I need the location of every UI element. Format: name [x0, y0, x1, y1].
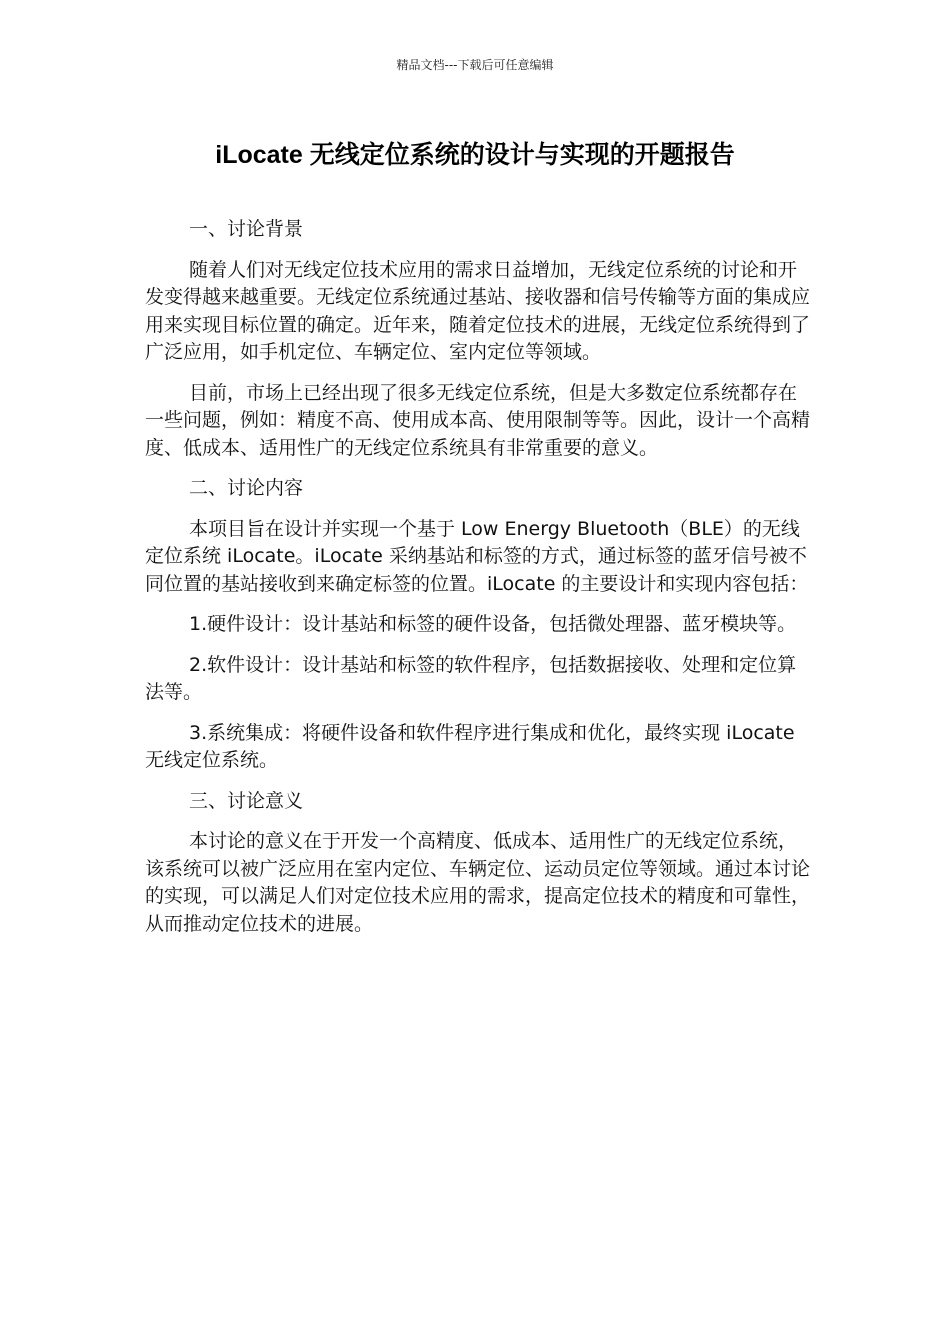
paragraph-significance: 本讨论的意义在于开发一个高精度、低成本、适用性广的无线定位系统，该系统可以被广泛应用在室内定位、车辆定位、运动员定位等领域。通过本讨论的实现，可以满足人们对定位技术应用的需求，提高定位技术的精度和可靠性，从而推动定位技术的进展。	[145, 830, 811, 935]
paragraph-background-1: 随着人们对无线定位技术应用的需求日益增加，无线定位系统的讨论和开发变得越来越重要。无线定位系统通过基站、接收器和信号传输等方面的集成应用来实现目标位置的确定。近年来，随着定位技术的进展，无线定位系统得到了广泛应用，如手机定位、车辆定位、室内定位等领域。	[145, 258, 811, 363]
page-header: 精品文档---下载后可任意编辑	[396, 58, 554, 72]
section-heading-background: 一、讨论背景	[189, 218, 304, 240]
paragraph-content-intro: 本项目旨在设计并实现一个基于 Low Energy Bluetooth（BLE）的无线定位系统 iLocate。iLocate 采纳基站和标签的方式，通过标签的蓝牙信号被不同位置的基站接收到来确定标签的位置。iLocate 的主要设计和实现内容包括：	[145, 517, 809, 595]
paragraph-background-2: 目前，市场上已经出现了很多无线定位系统，但是大多数定位系统都存在一些问题，例如：精度不高、使用成本高、使用限制等等。因此，设计一个高精度、低成本、适用性广的无线定位系统具有非常重要的意义。	[145, 381, 811, 459]
document-title: iLocate 无线定位系统的设计与实现的开题报告	[215, 141, 735, 169]
document-body	[145, 216, 810, 951]
paragraph-content-software: 2.软件设计：设计基站和标签的软件程序，包括数据接收、处理和定位算法等。	[145, 653, 797, 703]
section-heading-significance: 三、讨论意义	[189, 789, 304, 812]
paragraph-content-hardware: 1.硬件设计：设计基站和标签的硬件设备，包括微处理器、蓝牙模块等。	[189, 613, 797, 635]
paragraph-content-integration: 3.系统集成：将硬件设备和软件程序进行集成和优化，最终实现 iLocate 无线定位系统。	[145, 721, 795, 771]
section-heading-content: 二、讨论内容	[189, 477, 304, 499]
